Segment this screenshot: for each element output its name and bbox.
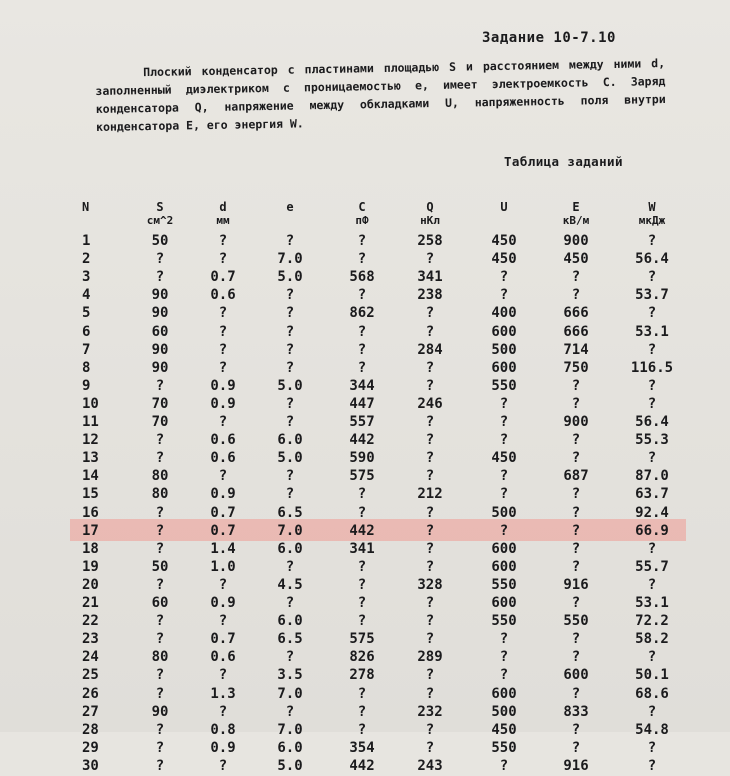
cell-n: 21 — [82, 595, 99, 611]
header-d-unit: мм — [216, 214, 230, 227]
cell-q: ? — [425, 468, 435, 485]
cell-e-field: 916 — [563, 757, 589, 774]
cell-w: 63.7 — [635, 486, 669, 503]
cell-n: 28 — [82, 721, 99, 738]
cell-s: 90 — [151, 359, 169, 376]
cell-n: 25 — [82, 667, 99, 684]
cell-n: 22 — [82, 613, 99, 630]
cell-u: 600 — [491, 595, 517, 611]
cell-u: 550 — [491, 739, 517, 756]
header-c: C пФ — [336, 200, 388, 228]
cell-e-field: 833 — [563, 703, 589, 720]
cell-e-field: ? — [571, 522, 581, 539]
cell-d: 0.6 — [210, 450, 236, 467]
cell-e-field: 550 — [563, 613, 589, 630]
cell-w: 55.3 — [635, 432, 669, 449]
header-q: Q нКл — [402, 200, 458, 228]
cell-q: ? — [425, 323, 435, 340]
cell-q: ? — [425, 522, 435, 539]
cell-u: ? — [499, 269, 509, 286]
cell-c: ? — [357, 576, 367, 593]
cell-n: 17 — [82, 522, 99, 539]
cell-c: 590 — [349, 450, 375, 467]
cell-e-field: 687 — [563, 468, 589, 485]
cell-n: 8 — [82, 359, 91, 376]
cell-w: 55.7 — [635, 558, 669, 575]
cell-c: ? — [357, 721, 367, 738]
cell-e-field: 600 — [563, 667, 589, 684]
cell-q: ? — [425, 432, 435, 449]
cell-u: ? — [499, 667, 509, 684]
cell-w: 92.4 — [635, 504, 669, 521]
cell-c: ? — [357, 558, 367, 575]
cell-c: 341 — [349, 540, 375, 557]
cell-q: ? — [425, 721, 435, 738]
cell-q: 232 — [417, 703, 443, 720]
cell-q: 243 — [417, 757, 443, 774]
cell-w: ? — [647, 576, 657, 593]
cell-d: 0.7 — [210, 631, 236, 648]
header-s: S см^2 — [134, 200, 186, 228]
cell-u: 450 — [491, 233, 517, 249]
cell-n: 23 — [82, 631, 99, 648]
cell-e: 4.5 — [277, 576, 303, 593]
cell-s: ? — [155, 667, 165, 684]
cell-w: 56.4 — [635, 414, 669, 430]
cell-d: 0.9 — [210, 395, 236, 412]
cell-e-field: 666 — [563, 323, 589, 340]
cell-c: ? — [357, 685, 367, 702]
cell-w: 50.1 — [635, 667, 669, 684]
cell-e-field: ? — [571, 540, 581, 557]
cell-e: ? — [285, 649, 295, 666]
cell-e-field: ? — [571, 595, 581, 611]
cell-n: 24 — [82, 649, 99, 666]
cell-q: 238 — [417, 287, 443, 304]
cell-s: 50 — [151, 233, 169, 249]
cell-d: ? — [218, 468, 228, 485]
cell-e-field: 750 — [563, 359, 589, 376]
cell-c: ? — [357, 359, 367, 376]
cell-s: 80 — [151, 486, 169, 503]
cell-c: ? — [357, 504, 367, 521]
cell-s: 80 — [151, 649, 169, 666]
cell-q: 212 — [417, 486, 443, 503]
cell-s: ? — [155, 757, 165, 774]
cell-e: ? — [285, 486, 295, 503]
cell-s: ? — [155, 522, 165, 539]
cell-q: 284 — [417, 341, 443, 358]
cell-n: 7 — [82, 341, 91, 358]
cell-e-field: ? — [571, 504, 581, 521]
cell-w: ? — [647, 649, 657, 666]
cell-d: ? — [218, 359, 228, 376]
cell-d: ? — [218, 341, 228, 358]
cell-e-field: ? — [571, 685, 581, 702]
cell-e-field: ? — [571, 649, 581, 666]
cell-d: ? — [218, 323, 228, 340]
cell-u: 550 — [491, 377, 517, 394]
cell-u: 450 — [491, 721, 517, 738]
header-e: e — [286, 200, 294, 214]
cell-q: ? — [425, 631, 435, 648]
cell-u: ? — [499, 468, 509, 485]
cell-e-field: 714 — [563, 341, 589, 358]
header-u: U — [500, 200, 508, 214]
cell-n: 30 — [82, 757, 99, 774]
cell-d: 1.4 — [210, 540, 236, 557]
cell-e: 5.0 — [277, 269, 303, 286]
cell-q: ? — [425, 595, 435, 611]
cell-q: ? — [425, 251, 435, 268]
header-w: W мкДж — [622, 200, 682, 228]
cell-n: 1 — [82, 233, 91, 249]
cell-s: ? — [155, 576, 165, 593]
cell-n: 10 — [82, 395, 99, 412]
cell-c: 447 — [349, 395, 375, 412]
cell-e: ? — [285, 287, 295, 304]
cell-n: 19 — [82, 558, 99, 575]
cell-s: 90 — [151, 703, 169, 720]
cell-n: 6 — [82, 323, 91, 340]
cell-u: ? — [499, 395, 509, 412]
cell-d: 0.6 — [210, 432, 236, 449]
table-caption: Таблица заданий — [504, 154, 623, 169]
cell-n: 5 — [82, 305, 91, 322]
cell-u: 600 — [491, 359, 517, 376]
cell-u: ? — [499, 522, 509, 539]
cell-s: ? — [155, 504, 165, 521]
cell-e: ? — [285, 341, 295, 358]
cell-w: ? — [647, 341, 657, 358]
header-e-unit: кВ/м — [562, 214, 590, 227]
cell-w: ? — [647, 703, 657, 720]
cell-w: ? — [647, 233, 657, 249]
cell-s: ? — [155, 721, 165, 738]
header-c-unit: пФ — [355, 214, 369, 227]
header-s-unit: см^2 — [146, 214, 174, 227]
cell-w: ? — [647, 450, 657, 467]
cell-u: 600 — [491, 323, 517, 340]
cell-d: ? — [218, 233, 228, 249]
cell-n: 2 — [82, 251, 91, 268]
cell-w: 116.5 — [630, 359, 674, 376]
cell-u: 500 — [491, 703, 517, 720]
cell-n: 9 — [82, 377, 91, 394]
cell-d: 0.7 — [210, 504, 236, 521]
cell-d: ? — [218, 251, 228, 268]
cell-s: 70 — [151, 395, 169, 412]
cell-c: 568 — [349, 269, 375, 286]
cell-s: 90 — [151, 287, 169, 304]
header-d: d мм — [198, 200, 248, 228]
cell-n: 3 — [82, 269, 91, 286]
cell-s: ? — [155, 269, 165, 286]
cell-d: ? — [218, 667, 228, 684]
cell-q: ? — [425, 667, 435, 684]
cell-q: 341 — [417, 269, 443, 286]
cell-e: 6.5 — [277, 631, 303, 648]
cell-d: 0.6 — [210, 287, 236, 304]
cell-e-field: ? — [571, 287, 581, 304]
cell-d: ? — [218, 305, 228, 322]
cell-e: ? — [285, 323, 295, 340]
cell-q: ? — [425, 504, 435, 521]
cell-e: ? — [285, 395, 295, 412]
cell-s: 90 — [151, 341, 169, 358]
cell-n: 29 — [82, 739, 99, 756]
cell-u: 450 — [491, 450, 517, 467]
cell-e: 7.0 — [277, 685, 303, 702]
cell-s: ? — [155, 739, 165, 756]
cell-u: ? — [499, 649, 509, 666]
cell-e-field: ? — [571, 269, 581, 286]
cell-u: 450 — [491, 251, 517, 268]
cell-e: ? — [285, 468, 295, 485]
cell-q: 258 — [417, 233, 443, 249]
cell-n: 18 — [82, 540, 99, 557]
cell-s: ? — [155, 613, 165, 630]
cell-n: 13 — [82, 450, 99, 467]
cell-s: 50 — [151, 558, 169, 575]
cell-n: 16 — [82, 504, 99, 521]
cell-e: 5.0 — [277, 450, 303, 467]
cell-u: ? — [499, 414, 509, 430]
cell-e: ? — [285, 359, 295, 376]
cell-e: ? — [285, 558, 295, 575]
cell-e-field: ? — [571, 631, 581, 648]
cell-d: 0.6 — [210, 649, 236, 666]
cell-c: 557 — [349, 414, 375, 430]
cell-e-field: ? — [571, 486, 581, 503]
cell-u: ? — [499, 757, 509, 774]
cell-s: ? — [155, 432, 165, 449]
cell-e-field: 450 — [563, 251, 589, 268]
header-e-field: E кВ/м — [548, 200, 604, 228]
cell-e: 5.0 — [277, 757, 303, 774]
cell-w: 72.2 — [635, 613, 669, 630]
cell-d: ? — [218, 703, 228, 720]
cell-c: 354 — [349, 739, 375, 756]
cell-s: 70 — [151, 414, 169, 430]
cell-q: ? — [425, 377, 435, 394]
cell-c: 826 — [349, 649, 375, 666]
cell-w: 58.2 — [635, 631, 669, 648]
cell-w: 87.0 — [635, 468, 669, 485]
cell-e: 7.0 — [277, 721, 303, 738]
cell-e: ? — [285, 703, 295, 720]
cell-n: 11 — [82, 414, 99, 430]
cell-w: 53.1 — [635, 595, 669, 611]
cell-c: ? — [357, 595, 367, 611]
cell-c: ? — [357, 613, 367, 630]
cell-w: ? — [647, 269, 657, 286]
cell-n: 4 — [82, 287, 91, 304]
cell-q: ? — [425, 558, 435, 575]
cell-e: ? — [285, 595, 295, 611]
cell-u: 600 — [491, 540, 517, 557]
cell-w: 53.7 — [635, 287, 669, 304]
cell-e-field: 666 — [563, 305, 589, 322]
cell-w: 66.9 — [635, 522, 669, 539]
cell-w: 53.1 — [635, 323, 669, 340]
cell-e: ? — [285, 305, 295, 322]
cell-e-field: ? — [571, 377, 581, 394]
cell-e-field: ? — [571, 432, 581, 449]
cell-e-field: ? — [571, 450, 581, 467]
cell-c: 442 — [349, 432, 375, 449]
cell-s: ? — [155, 685, 165, 702]
cell-e: 3.5 — [277, 667, 303, 684]
cell-s: ? — [155, 540, 165, 557]
cell-u: ? — [499, 486, 509, 503]
cell-w: ? — [647, 377, 657, 394]
cell-c: 442 — [349, 757, 375, 774]
cell-q: ? — [425, 613, 435, 630]
cell-e-field: 900 — [563, 233, 589, 249]
cell-q: 328 — [417, 576, 443, 593]
cell-e: 6.0 — [277, 432, 303, 449]
cell-u: ? — [499, 287, 509, 304]
cell-q: ? — [425, 540, 435, 557]
cell-e: 5.0 — [277, 377, 303, 394]
cell-c: 862 — [349, 305, 375, 322]
cell-c: ? — [357, 486, 367, 503]
cell-s: 60 — [151, 323, 169, 340]
cell-d: 0.9 — [210, 739, 236, 756]
cell-c: 575 — [349, 468, 375, 485]
cell-w: 56.4 — [635, 251, 669, 268]
cell-d: 0.8 — [210, 721, 236, 738]
header-q-unit: нКл — [420, 214, 440, 227]
cell-c: ? — [357, 233, 367, 249]
cell-d: 0.9 — [210, 377, 236, 394]
cell-u: ? — [499, 432, 509, 449]
cell-q: ? — [425, 359, 435, 376]
cell-e: 7.0 — [277, 251, 303, 268]
cell-u: 600 — [491, 558, 517, 575]
cell-u: 600 — [491, 685, 517, 702]
cell-q: ? — [425, 414, 435, 430]
cell-s: ? — [155, 450, 165, 467]
cell-d: 1.0 — [210, 558, 236, 575]
cell-d: 1.3 — [210, 685, 236, 702]
cell-n: 12 — [82, 432, 99, 449]
cell-q: 246 — [417, 395, 443, 412]
cell-e: 6.0 — [277, 739, 303, 756]
cell-n: 15 — [82, 486, 99, 503]
cell-s: 60 — [151, 595, 169, 611]
cell-e: 7.0 — [277, 522, 303, 539]
cell-e: ? — [285, 233, 295, 249]
cell-d: 0.7 — [210, 269, 236, 286]
cell-q: ? — [425, 450, 435, 467]
cell-d: 0.7 — [210, 522, 236, 539]
cell-u: 500 — [491, 341, 517, 358]
cell-e-field: ? — [571, 721, 581, 738]
cell-u: 550 — [491, 613, 517, 630]
cell-d: ? — [218, 576, 228, 593]
cell-e: 6.5 — [277, 504, 303, 521]
cell-e-field: ? — [571, 558, 581, 575]
cell-s: 80 — [151, 468, 169, 485]
cell-c: 575 — [349, 631, 375, 648]
cell-s: ? — [155, 631, 165, 648]
cell-e: ? — [285, 414, 295, 430]
cell-c: ? — [357, 323, 367, 340]
cell-d: ? — [218, 613, 228, 630]
cell-n: 20 — [82, 576, 99, 593]
header-n: N — [82, 200, 90, 214]
cell-c: 442 — [349, 522, 375, 539]
cell-w: ? — [647, 395, 657, 412]
cell-e-field: ? — [571, 739, 581, 756]
cell-c: ? — [357, 251, 367, 268]
cell-c: ? — [357, 703, 367, 720]
cell-w: 54.8 — [635, 721, 669, 738]
cell-d: ? — [218, 757, 228, 774]
problem-description: Плоский конденсатор с пластинами площадью S и расстоянием между ними d, заполненный диэлектриком с проницаемостью e, имеет электроемкость C. Заряд конденсатора Q, напряжение между обкладками U, напряженность поля внутри конденсатора E, его энергия W. — [95, 56, 666, 134]
cell-e-field: 900 — [563, 414, 589, 430]
cell-d: ? — [218, 414, 228, 430]
cell-c: 344 — [349, 377, 375, 394]
cell-c: 278 — [349, 667, 375, 684]
cell-d: 0.9 — [210, 486, 236, 503]
cell-s: 90 — [151, 305, 169, 322]
cell-c: ? — [357, 341, 367, 358]
cell-c: ? — [357, 287, 367, 304]
cell-w: ? — [647, 739, 657, 756]
cell-u: 400 — [491, 305, 517, 322]
header-w-unit: мкДж — [638, 214, 666, 227]
cell-w: ? — [647, 305, 657, 322]
cell-d: 0.9 — [210, 595, 236, 611]
cell-w: ? — [647, 757, 657, 774]
cell-e: 6.0 — [277, 540, 303, 557]
cell-s: ? — [155, 377, 165, 394]
cell-e-field: ? — [571, 395, 581, 412]
cell-u: 550 — [491, 576, 517, 593]
cell-e: 6.0 — [277, 613, 303, 630]
cell-n: 26 — [82, 685, 99, 702]
cell-e-field: 916 — [563, 576, 589, 593]
cell-w: 68.6 — [635, 685, 669, 702]
cell-q: ? — [425, 305, 435, 322]
cell-q: 289 — [417, 649, 443, 666]
cell-q: ? — [425, 685, 435, 702]
cell-u: ? — [499, 631, 509, 648]
cell-n: 27 — [82, 703, 99, 720]
cell-w: ? — [647, 540, 657, 557]
cell-s: ? — [155, 251, 165, 268]
cell-q: ? — [425, 739, 435, 756]
cell-n: 14 — [82, 468, 99, 485]
task-title: Задание 10-7.10 — [482, 30, 616, 46]
cell-u: 500 — [491, 504, 517, 521]
